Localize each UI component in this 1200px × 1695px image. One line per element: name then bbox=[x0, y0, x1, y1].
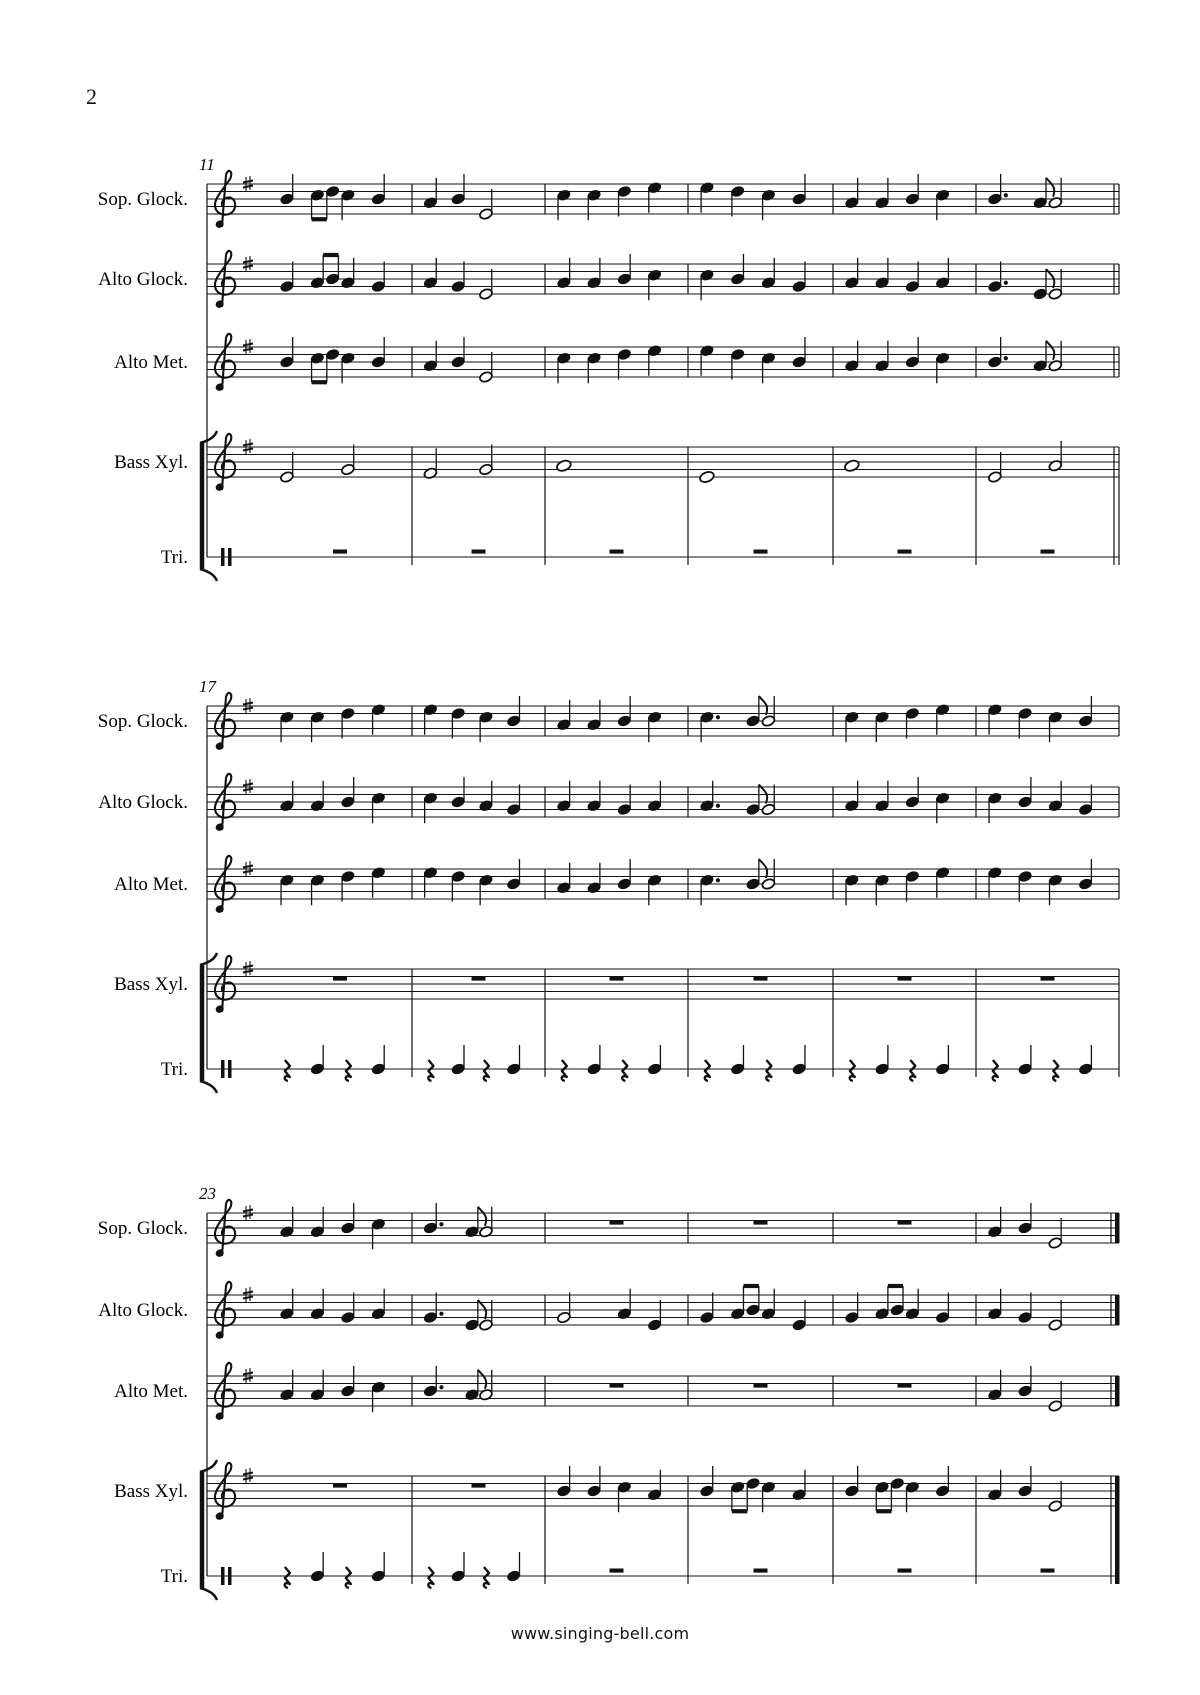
whole-rest-icon bbox=[754, 977, 768, 981]
quarter-rest-icon bbox=[910, 1060, 915, 1081]
note bbox=[699, 470, 716, 484]
whole-rest-icon bbox=[898, 1221, 912, 1225]
quarter-rest-icon bbox=[346, 1060, 351, 1081]
final-barline bbox=[1115, 1376, 1120, 1406]
instrument-label: Tri. bbox=[160, 1059, 188, 1080]
dot bbox=[716, 804, 720, 808]
quarter-rest-icon bbox=[285, 1060, 290, 1081]
whole-rest-icon bbox=[610, 1221, 624, 1225]
note-flag bbox=[478, 1207, 486, 1226]
footer-url: www.singing-bell.com bbox=[510, 1624, 690, 1643]
note bbox=[843, 459, 860, 473]
quarter-rest-icon bbox=[428, 1567, 433, 1588]
measure-number: 23 bbox=[199, 1184, 216, 1203]
quarter-rest-icon bbox=[346, 1567, 351, 1588]
whole-rest-icon bbox=[898, 550, 912, 554]
whole-rest-icon bbox=[610, 1384, 624, 1388]
final-barline bbox=[1115, 1476, 1120, 1584]
quarter-rest-icon bbox=[562, 1060, 567, 1081]
dot bbox=[439, 1385, 443, 1389]
whole-rest-icon bbox=[754, 1569, 768, 1573]
quarter-rest-icon bbox=[993, 1060, 998, 1081]
quarter-rest-icon bbox=[428, 1060, 433, 1081]
dot bbox=[439, 1222, 443, 1226]
dot bbox=[1004, 356, 1008, 360]
whole-rest-icon bbox=[1041, 1569, 1055, 1573]
note bbox=[555, 459, 572, 473]
instrument-label: Bass Xyl. bbox=[114, 452, 188, 473]
whole-rest-icon bbox=[754, 1221, 768, 1225]
whole-rest-icon bbox=[333, 1484, 347, 1488]
final-barline bbox=[1115, 1213, 1120, 1243]
instrument-label: Alto Met. bbox=[114, 352, 188, 373]
whole-rest-icon bbox=[610, 550, 624, 554]
note-flag bbox=[478, 1370, 486, 1389]
note-flag bbox=[1046, 341, 1054, 360]
page-number: 2 bbox=[86, 84, 97, 109]
quarter-rest-icon bbox=[705, 1060, 710, 1081]
quarter-rest-icon bbox=[622, 1060, 627, 1081]
whole-rest-icon bbox=[754, 550, 768, 554]
whole-rest-icon bbox=[472, 1484, 486, 1488]
final-barline bbox=[1115, 1295, 1120, 1325]
instrument-label: Bass Xyl. bbox=[114, 974, 188, 995]
dot bbox=[716, 878, 720, 882]
whole-rest-icon bbox=[610, 977, 624, 981]
whole-rest-icon bbox=[1041, 977, 1055, 981]
dot bbox=[1004, 281, 1008, 285]
system bbox=[98, 155, 1119, 581]
instrument-label: Tri. bbox=[160, 547, 188, 568]
quarter-rest-icon bbox=[766, 1060, 771, 1081]
whole-rest-icon bbox=[898, 1569, 912, 1573]
dot bbox=[716, 715, 720, 719]
instrument-label: Alto Glock. bbox=[98, 792, 188, 813]
whole-rest-icon bbox=[1041, 550, 1055, 554]
quarter-rest-icon bbox=[1053, 1060, 1058, 1081]
note-flag bbox=[1046, 178, 1054, 197]
measure-number: 17 bbox=[199, 677, 216, 696]
percussion-clef-icon bbox=[221, 1567, 225, 1585]
quarter-rest-icon bbox=[484, 1060, 489, 1081]
instrument-label: Alto Glock. bbox=[98, 269, 188, 290]
whole-rest-icon bbox=[472, 550, 486, 554]
percussion-clef-icon bbox=[221, 1060, 225, 1078]
whole-rest-icon bbox=[898, 977, 912, 981]
whole-rest-icon bbox=[898, 1384, 912, 1388]
whole-rest-icon bbox=[333, 550, 347, 554]
instrument-label: Alto Met. bbox=[114, 874, 188, 895]
dot bbox=[1004, 193, 1008, 197]
measure-number: 11 bbox=[199, 155, 215, 174]
instrument-label: Sop. Glock. bbox=[97, 189, 188, 210]
whole-rest-icon bbox=[610, 1569, 624, 1573]
instrument-label: Sop. Glock. bbox=[97, 711, 188, 732]
system bbox=[98, 677, 1119, 1093]
whole-rest-icon bbox=[472, 977, 486, 981]
percussion-clef-icon bbox=[221, 548, 225, 566]
quarter-rest-icon bbox=[850, 1060, 855, 1081]
instrument-label: Bass Xyl. bbox=[114, 1481, 188, 1502]
system bbox=[98, 1184, 1120, 1600]
instrument-label: Alto Met. bbox=[114, 1381, 188, 1402]
instrument-label: Alto Glock. bbox=[98, 1300, 188, 1321]
quarter-rest-icon bbox=[484, 1567, 489, 1588]
instrument-label: Sop. Glock. bbox=[97, 1218, 188, 1239]
quarter-rest-icon bbox=[285, 1567, 290, 1588]
instrument-label: Tri. bbox=[160, 1566, 188, 1587]
whole-rest-icon bbox=[333, 977, 347, 981]
dot bbox=[439, 1312, 443, 1316]
whole-rest-icon bbox=[754, 1384, 768, 1388]
